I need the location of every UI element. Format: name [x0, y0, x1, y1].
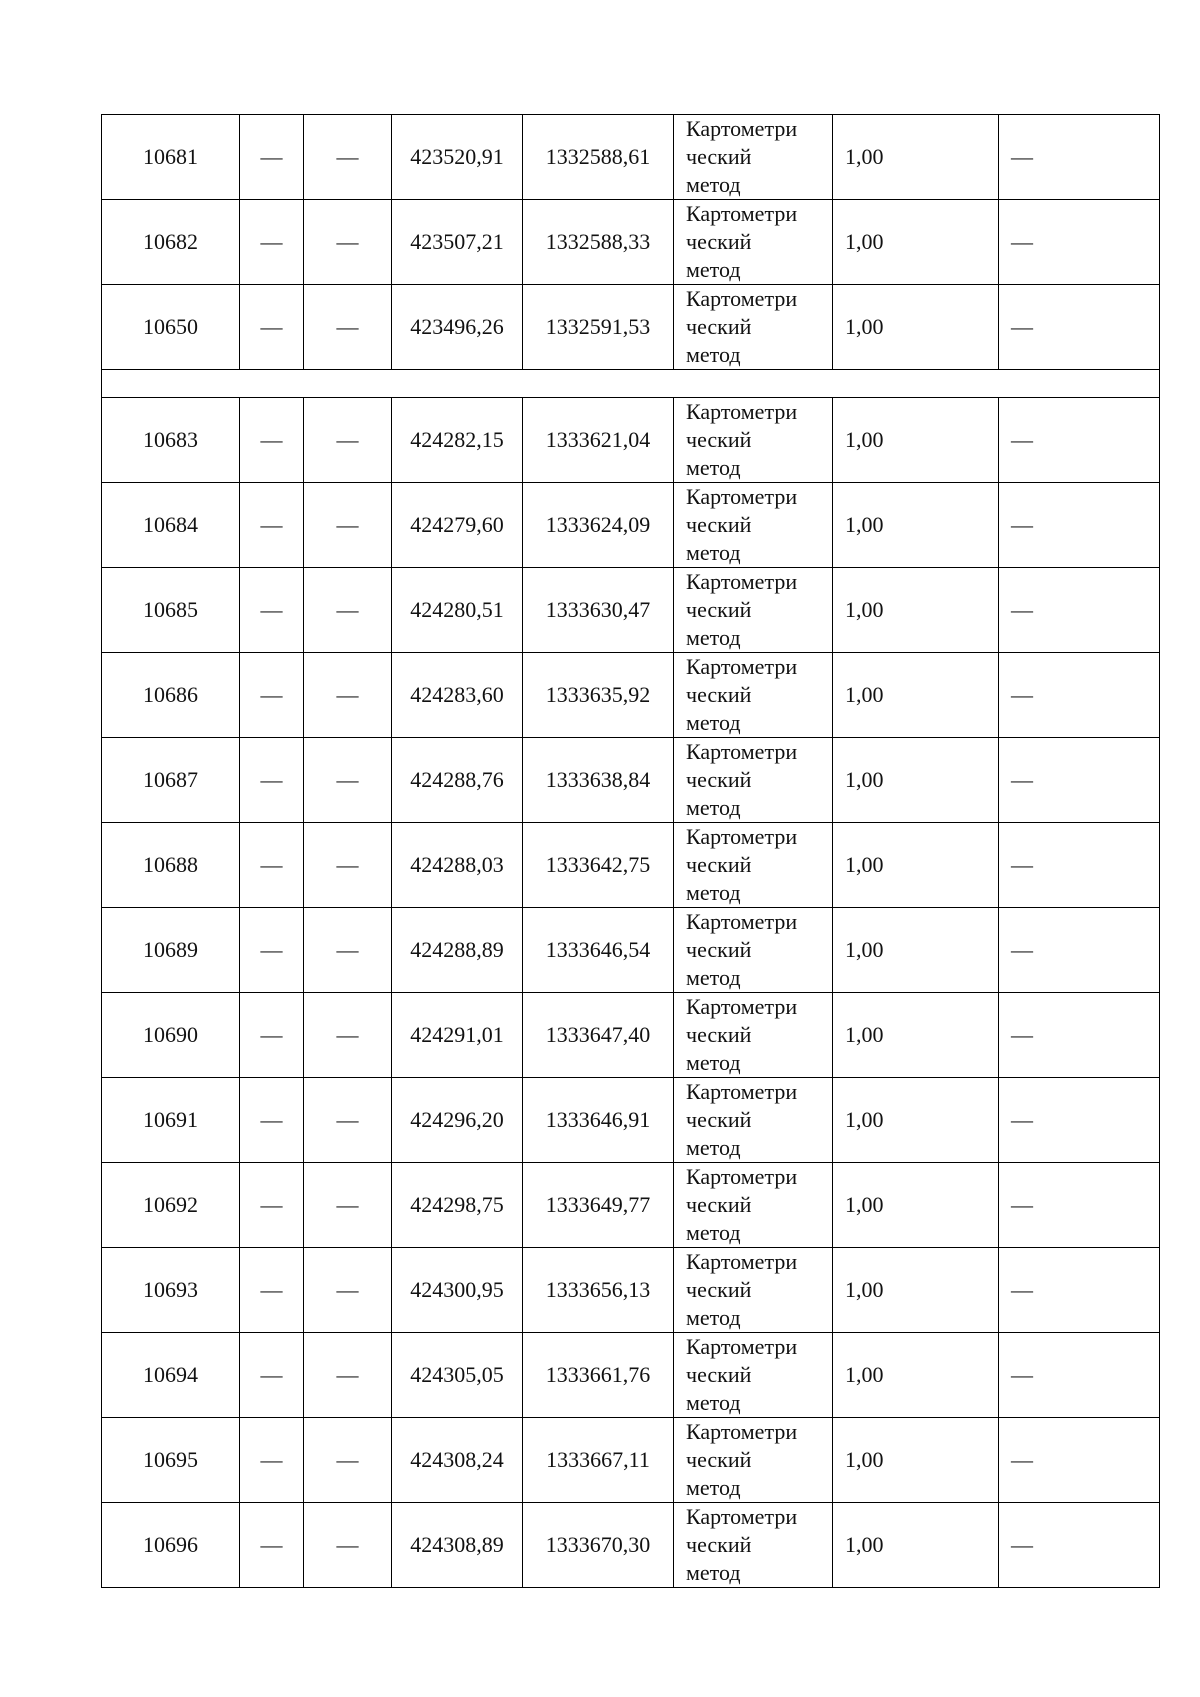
- empty-dash-cell: —: [240, 200, 304, 285]
- table-row: [102, 908, 1160, 993]
- method-text-line: метод: [686, 1390, 741, 1415]
- method-text-line: Картометри: [686, 1504, 798, 1529]
- table-row: [102, 1333, 1160, 1418]
- table-row: [102, 1248, 1160, 1333]
- y-coordinate-cell: 1333667,11: [523, 1418, 674, 1503]
- empty-dash-cell: —: [240, 1503, 304, 1588]
- accuracy-cell: 1,00: [833, 908, 999, 993]
- method-cell: [674, 1078, 833, 1163]
- point-number-cell: 10686: [102, 653, 240, 738]
- empty-dash-cell: —: [999, 823, 1160, 908]
- accuracy-cell: 1,00: [833, 398, 999, 483]
- empty-dash-cell: —: [304, 398, 392, 483]
- method-text-line: Картометри: [686, 994, 798, 1019]
- method-cell: [674, 1163, 833, 1248]
- table-row: [102, 823, 1160, 908]
- method-text-line: ческий: [686, 1277, 752, 1302]
- empty-dash-cell: —: [240, 993, 304, 1078]
- method-text-line: метод: [686, 172, 741, 197]
- point-number-cell: 10688: [102, 823, 240, 908]
- y-coordinate-cell: 1333646,54: [523, 908, 674, 993]
- method-text-line: метод: [686, 1305, 741, 1330]
- y-coordinate-cell: 1333635,92: [523, 653, 674, 738]
- empty-dash-cell: —: [999, 285, 1160, 370]
- method-text-line: ческий: [686, 229, 752, 254]
- empty-dash-cell: —: [999, 1078, 1160, 1163]
- empty-dash-cell: —: [999, 1333, 1160, 1418]
- x-coordinate-cell: 424288,03: [392, 823, 523, 908]
- x-coordinate-cell: 424298,75: [392, 1163, 523, 1248]
- separator-cell: [102, 370, 1160, 398]
- method-cell: [674, 908, 833, 993]
- x-coordinate-cell: 424300,95: [392, 1248, 523, 1333]
- y-coordinate-cell: 1333642,75: [523, 823, 674, 908]
- x-coordinate-cell: 424282,15: [392, 398, 523, 483]
- method-text-line: ческий: [686, 144, 752, 169]
- y-coordinate-cell: 1333647,40: [523, 993, 674, 1078]
- x-coordinate-cell: 424308,24: [392, 1418, 523, 1503]
- empty-dash-cell: —: [999, 1248, 1160, 1333]
- accuracy-cell: 1,00: [833, 1248, 999, 1333]
- method-text-line: ческий: [686, 1532, 752, 1557]
- x-coordinate-cell: 424308,89: [392, 1503, 523, 1588]
- table-row: [102, 653, 1160, 738]
- table-body: [102, 115, 1160, 1588]
- method-text-line: ческий: [686, 1362, 752, 1387]
- y-coordinate-cell: 1332588,33: [523, 200, 674, 285]
- method-text-line: Картометри: [686, 1164, 798, 1189]
- method-text-line: метод: [686, 880, 741, 905]
- empty-dash-cell: —: [304, 115, 392, 200]
- point-number-cell: 10685: [102, 568, 240, 653]
- empty-dash-cell: —: [304, 200, 392, 285]
- empty-dash-cell: —: [304, 1503, 392, 1588]
- method-text-line: метод: [686, 1050, 741, 1075]
- empty-dash-cell: —: [304, 908, 392, 993]
- empty-dash-cell: —: [304, 993, 392, 1078]
- point-number-cell: 10683: [102, 398, 240, 483]
- method-text-line: метод: [686, 1560, 741, 1585]
- method-text-line: метод: [686, 965, 741, 990]
- table-row: [102, 568, 1160, 653]
- table-row: [102, 993, 1160, 1078]
- x-coordinate-cell: 424288,76: [392, 738, 523, 823]
- accuracy-cell: 1,00: [833, 823, 999, 908]
- accuracy-cell: 1,00: [833, 1333, 999, 1418]
- y-coordinate-cell: 1333630,47: [523, 568, 674, 653]
- empty-dash-cell: —: [304, 1248, 392, 1333]
- method-text-line: ческий: [686, 314, 752, 339]
- empty-dash-cell: —: [304, 1333, 392, 1418]
- method-text-line: ческий: [686, 1107, 752, 1132]
- method-text-line: Картометри: [686, 739, 798, 764]
- x-coordinate-cell: 424305,05: [392, 1333, 523, 1418]
- accuracy-cell: 1,00: [833, 738, 999, 823]
- accuracy-cell: 1,00: [833, 1418, 999, 1503]
- method-text-line: ческий: [686, 852, 752, 877]
- method-text-line: метод: [686, 540, 741, 565]
- empty-dash-cell: —: [240, 1248, 304, 1333]
- empty-dash-cell: —: [304, 568, 392, 653]
- y-coordinate-cell: 1333670,30: [523, 1503, 674, 1588]
- empty-dash-cell: —: [240, 398, 304, 483]
- empty-dash-cell: —: [999, 908, 1160, 993]
- method-text-line: Картометри: [686, 654, 798, 679]
- method-text-line: ческий: [686, 1192, 752, 1217]
- method-text-line: метод: [686, 710, 741, 735]
- point-number-cell: 10689: [102, 908, 240, 993]
- x-coordinate-cell: 423496,26: [392, 285, 523, 370]
- empty-dash-cell: —: [999, 398, 1160, 483]
- method-text-line: Картометри: [686, 569, 798, 594]
- x-coordinate-cell: 424291,01: [392, 993, 523, 1078]
- method-text-line: Картометри: [686, 1419, 798, 1444]
- empty-dash-cell: —: [999, 568, 1160, 653]
- method-text-line: ческий: [686, 597, 752, 622]
- empty-dash-cell: —: [240, 908, 304, 993]
- method-cell: [674, 483, 833, 568]
- point-number-cell: 10691: [102, 1078, 240, 1163]
- method-cell: [674, 568, 833, 653]
- point-number-cell: 10690: [102, 993, 240, 1078]
- method-cell: [674, 1418, 833, 1503]
- method-cell: [674, 285, 833, 370]
- point-number-cell: 10692: [102, 1163, 240, 1248]
- empty-dash-cell: —: [999, 115, 1160, 200]
- method-text-line: метод: [686, 1475, 741, 1500]
- table-separator-row: [102, 370, 1160, 398]
- y-coordinate-cell: 1333621,04: [523, 398, 674, 483]
- method-text-line: Картометри: [686, 399, 798, 424]
- empty-dash-cell: —: [304, 823, 392, 908]
- method-text-line: Картометри: [686, 286, 798, 311]
- point-number-cell: 10687: [102, 738, 240, 823]
- accuracy-cell: 1,00: [833, 568, 999, 653]
- x-coordinate-cell: 424288,89: [392, 908, 523, 993]
- method-text-line: Картометри: [686, 909, 798, 934]
- empty-dash-cell: —: [240, 653, 304, 738]
- table-row: [102, 1503, 1160, 1588]
- empty-dash-cell: —: [304, 738, 392, 823]
- method-cell: [674, 993, 833, 1078]
- empty-dash-cell: —: [240, 568, 304, 653]
- method-cell: [674, 1248, 833, 1333]
- table-row: [102, 1078, 1160, 1163]
- empty-dash-cell: —: [999, 1418, 1160, 1503]
- method-text-line: метод: [686, 1220, 741, 1245]
- x-coordinate-cell: 424280,51: [392, 568, 523, 653]
- empty-dash-cell: —: [240, 823, 304, 908]
- method-cell: [674, 398, 833, 483]
- method-cell: [674, 1503, 833, 1588]
- y-coordinate-cell: 1333661,76: [523, 1333, 674, 1418]
- table-row: [102, 115, 1160, 200]
- empty-dash-cell: —: [240, 115, 304, 200]
- y-coordinate-cell: 1333638,84: [523, 738, 674, 823]
- empty-dash-cell: —: [999, 483, 1160, 568]
- empty-dash-cell: —: [304, 1078, 392, 1163]
- empty-dash-cell: —: [999, 200, 1160, 285]
- method-text-line: Картометри: [686, 116, 798, 141]
- y-coordinate-cell: 1333646,91: [523, 1078, 674, 1163]
- method-text-line: Картометри: [686, 1079, 798, 1104]
- empty-dash-cell: —: [304, 483, 392, 568]
- method-text-line: метод: [686, 625, 741, 650]
- method-text-line: метод: [686, 455, 741, 480]
- empty-dash-cell: —: [999, 1503, 1160, 1588]
- method-text-line: Картометри: [686, 1334, 798, 1359]
- empty-dash-cell: —: [240, 1163, 304, 1248]
- y-coordinate-cell: 1332591,53: [523, 285, 674, 370]
- accuracy-cell: 1,00: [833, 285, 999, 370]
- method-cell: [674, 738, 833, 823]
- point-number-cell: 10682: [102, 200, 240, 285]
- method-text-line: метод: [686, 1135, 741, 1160]
- point-number-cell: 10695: [102, 1418, 240, 1503]
- accuracy-cell: 1,00: [833, 115, 999, 200]
- x-coordinate-cell: 424279,60: [392, 483, 523, 568]
- accuracy-cell: 1,00: [833, 200, 999, 285]
- empty-dash-cell: —: [304, 653, 392, 738]
- table-row: [102, 285, 1160, 370]
- accuracy-cell: 1,00: [833, 1078, 999, 1163]
- empty-dash-cell: —: [240, 1333, 304, 1418]
- empty-dash-cell: —: [999, 738, 1160, 823]
- empty-dash-cell: —: [240, 483, 304, 568]
- empty-dash-cell: —: [240, 1078, 304, 1163]
- method-text-line: ческий: [686, 512, 752, 537]
- method-text-line: ческий: [686, 767, 752, 792]
- x-coordinate-cell: 423507,21: [392, 200, 523, 285]
- method-text-line: ческий: [686, 937, 752, 962]
- x-coordinate-cell: 423520,91: [392, 115, 523, 200]
- table-row: [102, 1418, 1160, 1503]
- method-text-line: ческий: [686, 682, 752, 707]
- empty-dash-cell: —: [240, 285, 304, 370]
- empty-dash-cell: —: [304, 285, 392, 370]
- point-number-cell: 10684: [102, 483, 240, 568]
- empty-dash-cell: —: [999, 653, 1160, 738]
- table-row: [102, 398, 1160, 483]
- empty-dash-cell: —: [999, 1163, 1160, 1248]
- method-text-line: Картометри: [686, 1249, 798, 1274]
- table-row: [102, 1163, 1160, 1248]
- empty-dash-cell: —: [999, 993, 1160, 1078]
- accuracy-cell: 1,00: [833, 653, 999, 738]
- accuracy-cell: 1,00: [833, 993, 999, 1078]
- method-text-line: Картометри: [686, 201, 798, 226]
- point-number-cell: 10696: [102, 1503, 240, 1588]
- method-text-line: Картометри: [686, 484, 798, 509]
- table-row: [102, 738, 1160, 823]
- coordinates-table: [101, 114, 1160, 1588]
- empty-dash-cell: —: [240, 1418, 304, 1503]
- method-cell: [674, 115, 833, 200]
- empty-dash-cell: —: [304, 1163, 392, 1248]
- x-coordinate-cell: 424283,60: [392, 653, 523, 738]
- accuracy-cell: 1,00: [833, 483, 999, 568]
- accuracy-cell: 1,00: [833, 1163, 999, 1248]
- y-coordinate-cell: 1333656,13: [523, 1248, 674, 1333]
- method-text-line: метод: [686, 795, 741, 820]
- empty-dash-cell: —: [304, 1418, 392, 1503]
- y-coordinate-cell: 1333649,77: [523, 1163, 674, 1248]
- method-cell: [674, 1333, 833, 1418]
- point-number-cell: 10694: [102, 1333, 240, 1418]
- point-number-cell: 10650: [102, 285, 240, 370]
- method-cell: [674, 200, 833, 285]
- table-row: [102, 483, 1160, 568]
- method-text-line: метод: [686, 342, 741, 367]
- y-coordinate-cell: 1332588,61: [523, 115, 674, 200]
- method-text-line: ческий: [686, 427, 752, 452]
- empty-dash-cell: —: [240, 738, 304, 823]
- method-cell: [674, 653, 833, 738]
- point-number-cell: 10681: [102, 115, 240, 200]
- method-text-line: ческий: [686, 1022, 752, 1047]
- method-text-line: ческий: [686, 1447, 752, 1472]
- y-coordinate-cell: 1333624,09: [523, 483, 674, 568]
- table-row: [102, 200, 1160, 285]
- x-coordinate-cell: 424296,20: [392, 1078, 523, 1163]
- method-cell: [674, 823, 833, 908]
- method-text-line: метод: [686, 257, 741, 282]
- method-text-line: Картометри: [686, 824, 798, 849]
- point-number-cell: 10693: [102, 1248, 240, 1333]
- accuracy-cell: 1,00: [833, 1503, 999, 1588]
